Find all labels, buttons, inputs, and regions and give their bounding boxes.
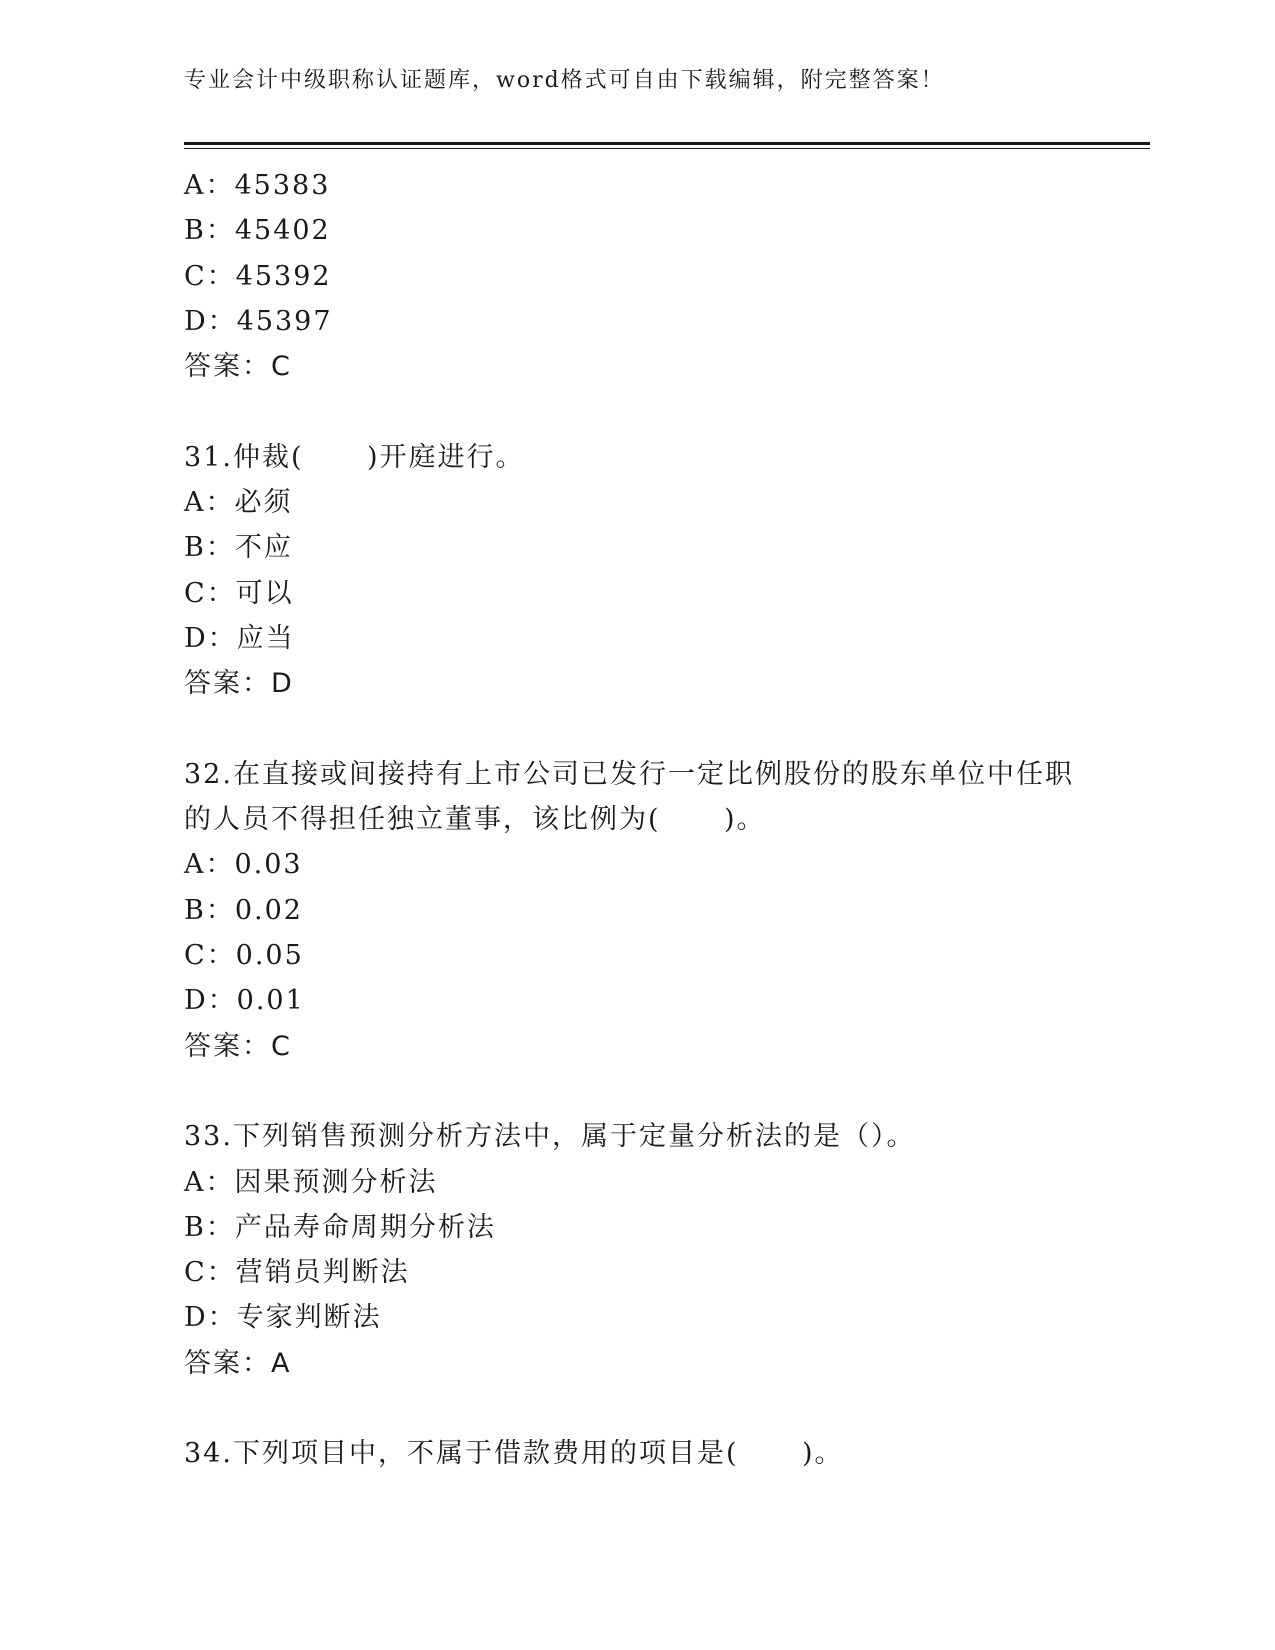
answer: 答案：D [184, 668, 294, 700]
option-c: C：45392 [184, 260, 332, 292]
document-page [184, 70, 1154, 1477]
option-d: D：0.01 [184, 985, 305, 1017]
header-rule-thick [184, 142, 1150, 145]
answer: 答案：C [184, 351, 292, 383]
page-header: 专业会计中级职称认证题库，word格式可自由下载编辑，附完整答案！ [184, 68, 945, 93]
answer: 答案：A [184, 1347, 292, 1379]
header-rule-thin [184, 148, 1150, 149]
question-32 [184, 752, 1154, 1069]
question-31 [184, 435, 1154, 707]
question-stem: 34.下列项目中，不属于借款费用的项目是( )。 [184, 1438, 844, 1470]
question-content [184, 163, 1154, 1477]
question-stem-continued: 的人员不得担任独立董事，该比例为( )。 [184, 804, 766, 836]
option-c: C：可以 [184, 577, 294, 609]
option-a: A：因果预测分析法 [184, 1166, 438, 1198]
option-d: D：45397 [184, 305, 333, 337]
option-b: B：产品寿命周期分析法 [184, 1211, 496, 1243]
option-c: C：0.05 [184, 940, 304, 972]
option-b: B：0.02 [184, 894, 303, 926]
answer: 答案：C [184, 1030, 292, 1062]
question-30-tail [184, 163, 1154, 389]
option-a: A：0.03 [184, 849, 303, 881]
option-a: A：45383 [184, 170, 331, 201]
question-34 [184, 1431, 1154, 1476]
question-33 [184, 1114, 1154, 1386]
option-b: B：45402 [184, 215, 331, 247]
option-d: D：专家判断法 [184, 1302, 382, 1334]
option-c: C：营销员判断法 [184, 1257, 410, 1289]
question-stem: 33.下列销售预测分析方法中，属于定量分析法的是（）。 [184, 1121, 916, 1153]
question-stem: 31.仲裁( )开庭进行。 [184, 441, 525, 473]
question-stem: 32.在直接或间接持有上市公司已发行一定比例股份的股东单位中任职 [184, 758, 1074, 790]
option-a: A：必须 [184, 487, 293, 519]
option-d: D：应当 [184, 622, 295, 654]
option-b: B：不应 [184, 532, 293, 564]
